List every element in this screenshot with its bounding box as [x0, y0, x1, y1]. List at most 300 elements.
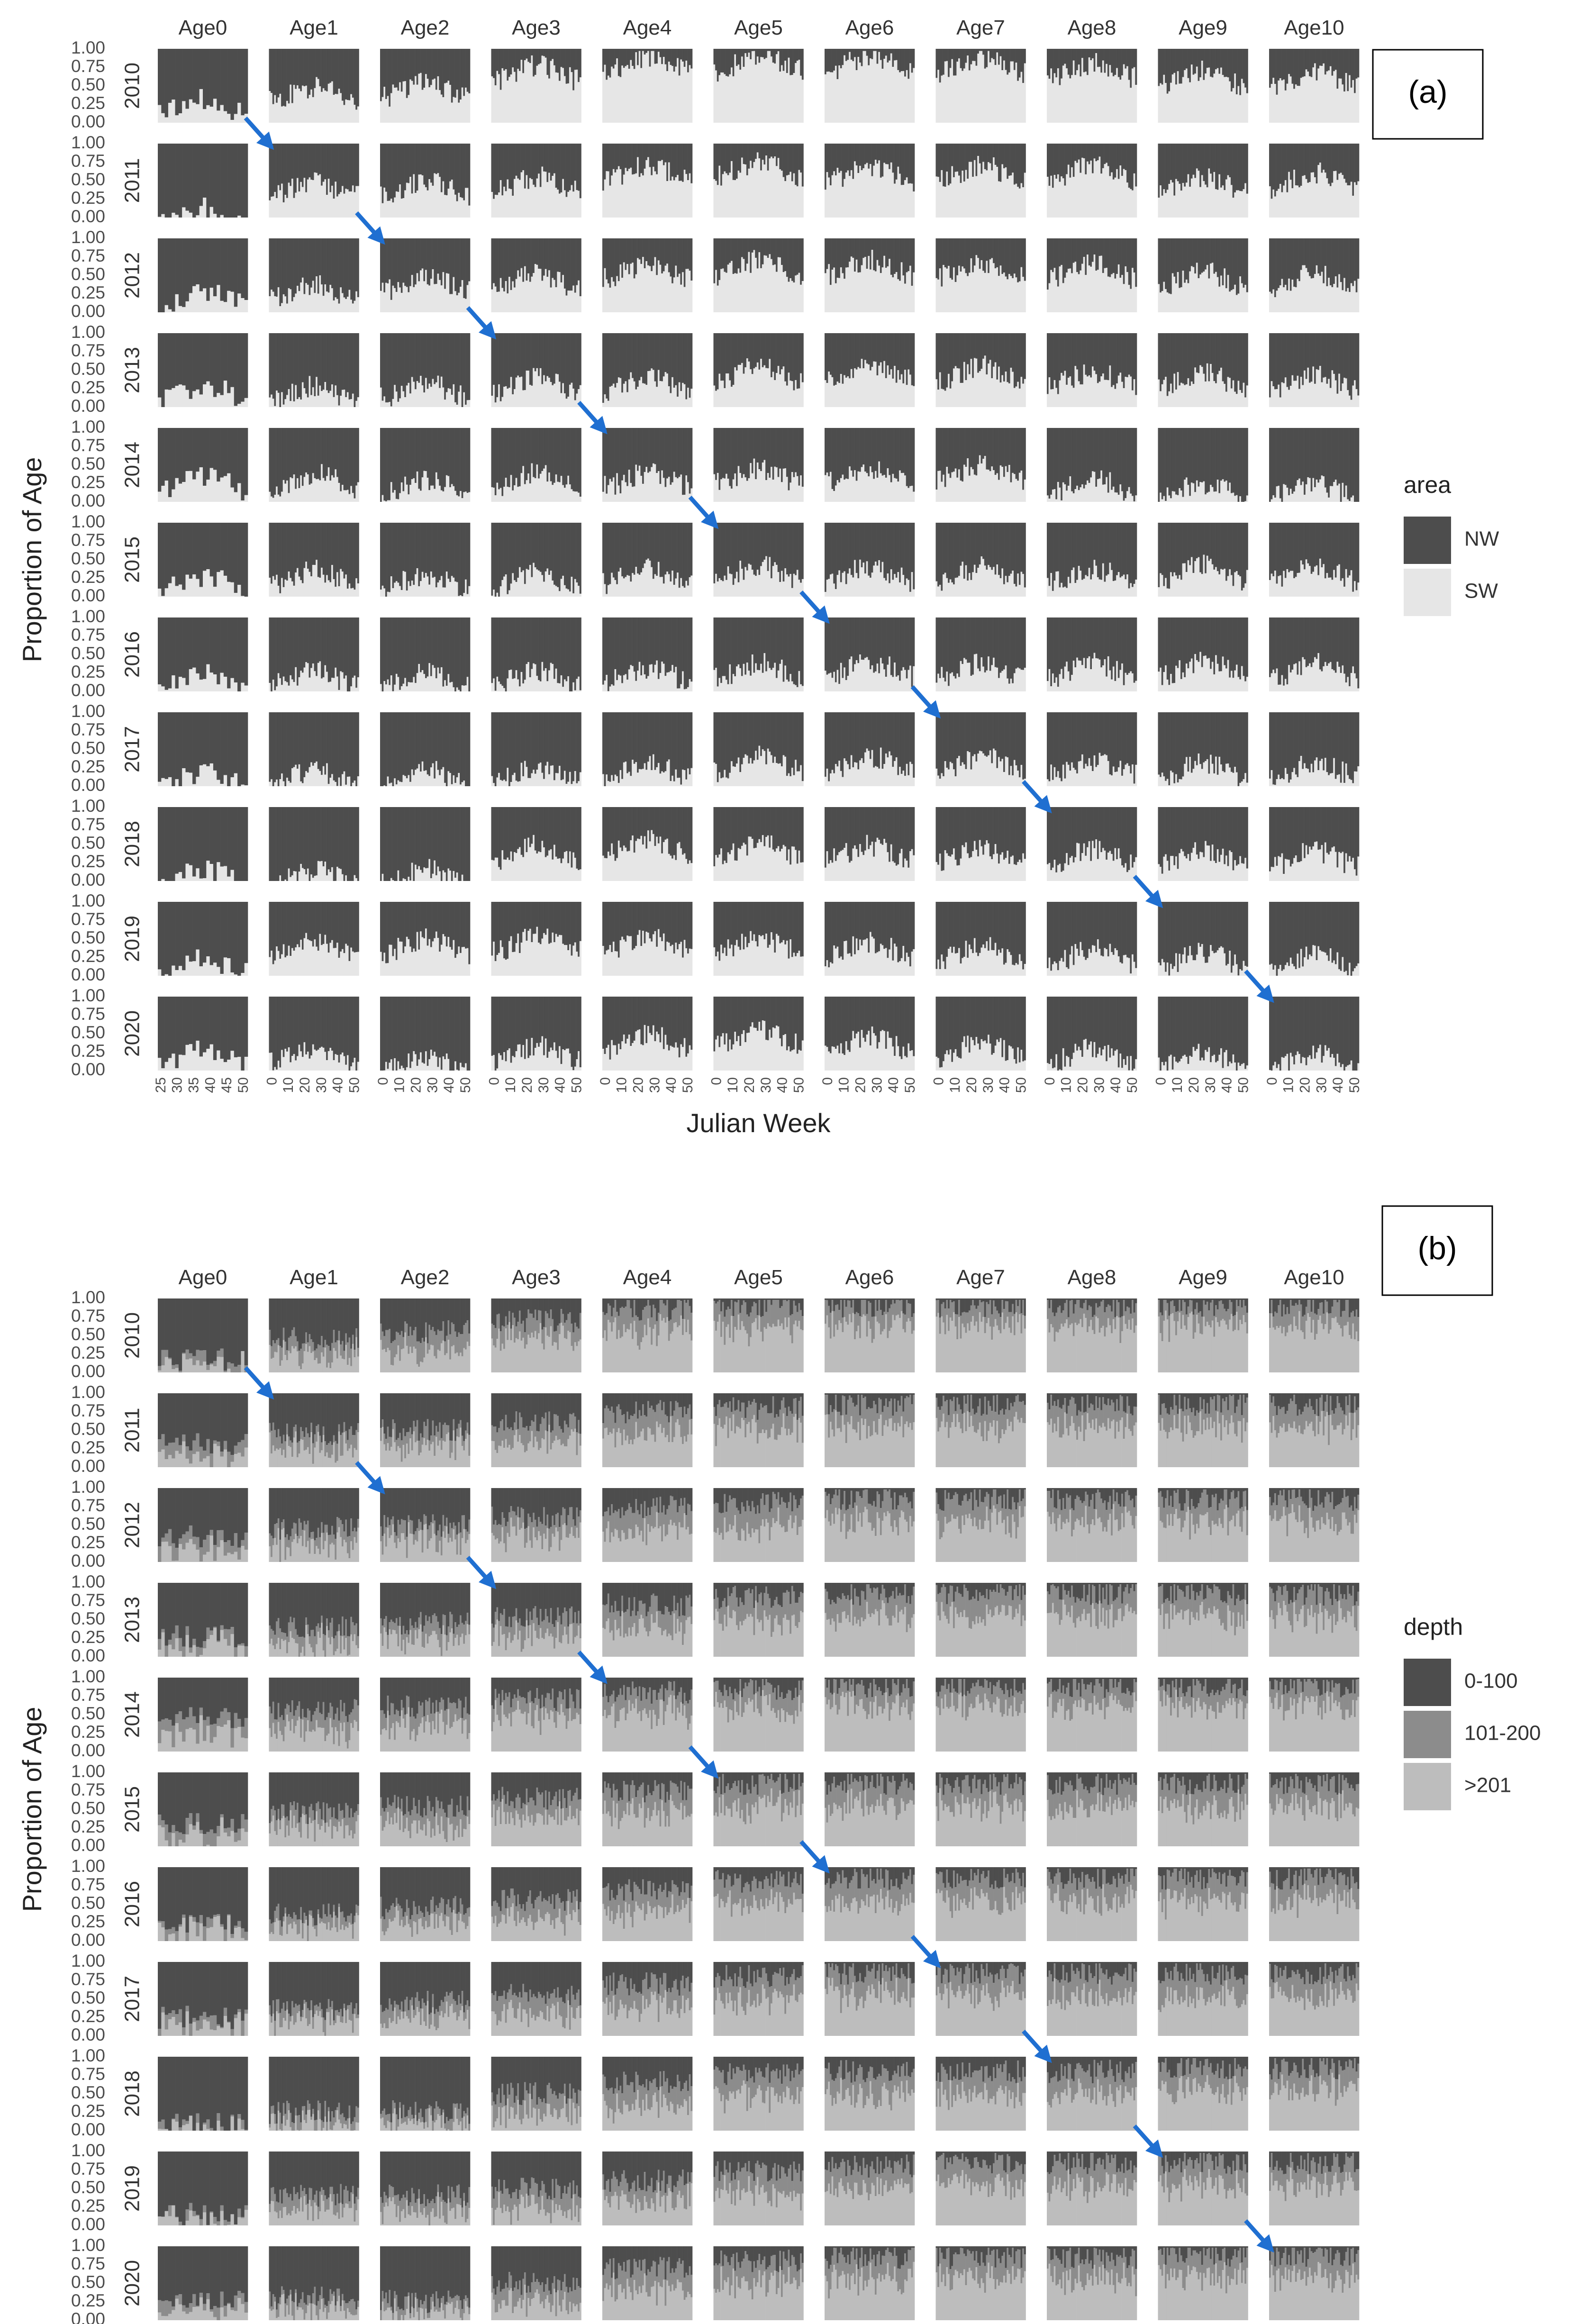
bar-segment-nw: [653, 49, 654, 51]
bar-segment-nw: [1104, 49, 1106, 73]
bar-segment-nw: [307, 144, 309, 180]
bar-segment-nw: [161, 49, 165, 113]
bar-segment-sw: [428, 179, 430, 218]
bar-segment-nw: [908, 49, 909, 79]
bar-segment-sw: [394, 198, 396, 218]
bar-segment-sw: [936, 78, 938, 123]
bar-segment-nw: [1047, 49, 1049, 75]
bar-segment-nw: [404, 144, 406, 190]
bar-segment-sw: [420, 73, 422, 123]
bar-segment-nw: [175, 49, 179, 115]
bar-segment-sw: [189, 100, 193, 123]
bar-segment-sw: [883, 59, 885, 123]
bar-segment-sw: [854, 57, 856, 123]
bar-segment-nw: [541, 144, 543, 167]
bar-segment-sw: [514, 72, 516, 123]
bar-segment-nw: [640, 49, 642, 68]
bar-segment-nw: [630, 49, 632, 60]
bar-segment-nw: [887, 49, 889, 63]
bar-segment-sw: [1001, 70, 1003, 123]
bar-segment-sw: [462, 198, 463, 218]
facet-column-label: Age6: [845, 16, 894, 39]
bar-segment-sw: [498, 192, 500, 218]
bar-segment-sw: [684, 67, 686, 123]
bar-segment-nw: [984, 49, 986, 69]
bar-segment-sw: [453, 190, 454, 218]
bar-segment-nw: [1064, 49, 1066, 64]
bar-segment-nw: [340, 144, 342, 192]
bar-segment-nw: [791, 49, 793, 75]
bar-segment-nw: [1118, 49, 1120, 77]
bar-segment-sw: [399, 82, 401, 123]
bar-segment-nw: [312, 144, 314, 180]
bar-segment-sw: [663, 57, 665, 123]
bar-segment-nw: [1113, 49, 1115, 76]
bar-segment-sw: [784, 61, 786, 123]
y-tick-label: 0.25: [71, 472, 105, 492]
bar-segment-sw: [409, 80, 411, 123]
bar-segment-nw: [666, 49, 668, 71]
bar-segment-nw: [663, 49, 665, 57]
bar-segment-nw: [321, 49, 323, 92]
bar-segment-nw: [290, 49, 291, 85]
bar-segment-nw: [1215, 49, 1217, 69]
bar-segment-nw: [331, 49, 333, 82]
bar-segment-nw: [864, 49, 866, 51]
bar-segment-nw: [1068, 49, 1070, 75]
bar-segment-nw: [510, 144, 512, 189]
bar-segment-nw: [1119, 49, 1121, 80]
bar-segment-nw: [571, 49, 573, 72]
bar-segment-sw: [651, 51, 653, 123]
bar-segment-sw: [227, 114, 231, 123]
bar-segment-nw: [316, 144, 318, 173]
bar-segment-sw: [572, 191, 574, 218]
bar-segment-sw: [1123, 64, 1125, 123]
bar-segment-nw: [401, 49, 403, 91]
bar-segment-nw: [950, 49, 952, 68]
bar-segment-sw: [1076, 70, 1078, 123]
bar-segment-nw: [1109, 49, 1111, 65]
bar-segment-sw: [1097, 67, 1099, 123]
bar-segment-nw: [220, 49, 224, 105]
bar-segment-sw: [665, 64, 667, 123]
bar-segment-nw: [1162, 49, 1163, 84]
bar-segment-nw: [1343, 49, 1345, 91]
bar-segment-sw: [220, 105, 224, 123]
bar-segment-nw: [394, 49, 396, 88]
bar-segment-sw: [269, 200, 271, 218]
bar-segment-sw: [572, 91, 574, 123]
bar-segment-nw: [1300, 49, 1302, 78]
bar-segment-sw: [1078, 64, 1080, 123]
bar-segment-sw: [272, 104, 274, 123]
bar-segment-nw: [1175, 49, 1177, 84]
bar-segment-nw: [432, 144, 434, 186]
bar-segment-nw: [1338, 49, 1340, 79]
bar-segment-nw: [771, 49, 772, 56]
bar-segment-nw: [569, 144, 571, 190]
bar-segment-nw: [974, 49, 976, 61]
bar-segment-sw: [772, 63, 774, 123]
bar-segment-nw: [1123, 49, 1125, 64]
bar-segment-nw: [1016, 49, 1017, 63]
bar-segment-nw: [172, 144, 175, 213]
bar-segment-nw: [329, 144, 331, 192]
bar-segment-sw: [1189, 82, 1191, 123]
bar-segment-sw: [609, 186, 611, 218]
y-tick-label: 0.75: [71, 56, 105, 76]
bar-segment-sw: [521, 60, 523, 123]
bar-segment-sw: [793, 73, 795, 123]
bar-segment-sw: [1338, 79, 1340, 123]
bar-segment-sw: [571, 185, 573, 218]
bar-segment-nw: [880, 49, 882, 60]
bar-segment-nw: [1317, 49, 1319, 69]
bar-segment-sw: [1109, 65, 1111, 123]
bar-segment-sw: [1008, 73, 1010, 123]
bar-segment-nw: [453, 144, 454, 190]
bar-segment-sw: [185, 211, 189, 218]
bar-segment-nw: [1167, 49, 1169, 94]
bar-segment-nw: [574, 49, 576, 70]
bar-segment-sw: [510, 74, 512, 123]
bar-segment-sw: [519, 71, 521, 123]
bar-segment-nw: [398, 144, 399, 192]
bar-segment-sw: [1016, 63, 1017, 123]
bar-segment-sw: [300, 182, 302, 218]
bar-segment-nw: [1280, 49, 1281, 78]
facet-cell: [491, 49, 581, 123]
bar-segment-nw: [185, 49, 189, 109]
bar-segment-sw: [1220, 68, 1222, 123]
facet-row-label: 2012: [121, 252, 144, 299]
bar-segment-nw: [312, 49, 314, 97]
bar-segment-nw: [618, 49, 620, 76]
bar-segment-nw: [613, 49, 615, 69]
bar-segment-nw: [567, 49, 569, 83]
bar-segment-nw: [1092, 49, 1094, 58]
bar-segment-nw: [1106, 49, 1107, 64]
bar-segment-nw: [882, 49, 884, 69]
bar-segment-sw: [835, 66, 837, 123]
bar-segment-sw: [873, 51, 875, 123]
bar-segment-sw: [297, 178, 299, 218]
bar-segment-nw: [458, 144, 460, 193]
bar-segment-sw: [213, 99, 217, 123]
bar-segment-sw: [1271, 84, 1273, 123]
bar-segment-sw: [314, 172, 316, 218]
bar-segment-nw: [1351, 49, 1352, 88]
bar-segment-nw: [323, 144, 325, 182]
bar-segment-sw: [1135, 85, 1137, 123]
bar-segment-nw: [345, 144, 347, 189]
bar-segment-nw: [550, 49, 552, 61]
bar-segment-nw: [562, 49, 564, 68]
bar-segment-sw: [422, 175, 424, 218]
bar-segment-sw: [615, 172, 617, 218]
bar-segment-sw: [1351, 88, 1352, 123]
bar-segment-sw: [621, 65, 623, 123]
bar-segment-sw: [310, 90, 312, 123]
bar-segment-sw: [1272, 78, 1274, 123]
bar-segment-nw: [837, 49, 839, 79]
bar-segment-nw: [976, 49, 978, 66]
y-tick-label: 0.25: [71, 283, 105, 302]
bar-segment-sw: [623, 68, 625, 123]
bar-segment-nw: [409, 144, 411, 177]
bar-segment-sw: [300, 91, 302, 123]
bar-segment-nw: [1203, 49, 1205, 80]
bar-segment-sw: [1312, 67, 1314, 123]
bar-segment-nw: [286, 49, 288, 101]
bar-segment-sw: [500, 180, 502, 218]
bar-segment-nw: [1309, 49, 1311, 76]
bar-segment-sw: [670, 65, 672, 123]
bar-segment-sw: [387, 201, 389, 218]
bar-segment-sw: [175, 115, 179, 123]
bar-segment-sw: [344, 194, 345, 218]
bar-segment-sw: [1102, 61, 1104, 123]
bar-segment-nw: [611, 49, 613, 67]
bar-segment-nw: [645, 49, 647, 53]
bar-segment-nw: [717, 49, 719, 82]
bar-segment-sw: [849, 52, 851, 123]
bar-segment-nw: [991, 49, 993, 58]
bar-segment-nw: [357, 144, 359, 186]
bar-segment-sw: [319, 86, 321, 123]
bar-segment-nw: [1225, 49, 1227, 77]
facet-cell: [158, 49, 248, 123]
bar-segment-nw: [1050, 49, 1052, 68]
bar-segment-nw: [1062, 49, 1064, 65]
bar-segment-nw: [314, 144, 316, 172]
bar-segment-sw: [856, 70, 858, 123]
bar-segment-sw: [295, 89, 297, 123]
bar-segment-sw: [1317, 69, 1319, 123]
bar-segment-sw: [1066, 68, 1068, 123]
bar-segment-nw: [574, 144, 576, 181]
bar-segment-sw: [1062, 65, 1064, 123]
bar-segment-sw: [752, 51, 753, 123]
bar-segment-nw: [505, 49, 507, 69]
bar-segment-nw: [1333, 49, 1335, 71]
bar-segment-sw: [514, 179, 516, 218]
bar-segment-nw: [909, 49, 911, 63]
bar-segment-nw: [626, 144, 628, 171]
bar-segment-sw: [535, 187, 536, 218]
bar-segment-nw: [1054, 49, 1056, 73]
bar-segment-sw: [1182, 77, 1184, 123]
bar-segment-nw: [527, 144, 529, 189]
bar-segment-sw: [889, 61, 890, 123]
bar-segment-sw: [632, 66, 634, 123]
bar-segment-nw: [203, 49, 207, 109]
bar-segment-sw: [425, 187, 427, 218]
bar-segment-nw: [825, 49, 826, 74]
bar-segment-nw: [272, 144, 274, 196]
bar-segment-sw: [436, 90, 437, 123]
bar-segment-nw: [602, 144, 604, 191]
bar-segment-sw: [1285, 91, 1287, 123]
bar-segment-nw: [559, 49, 561, 81]
bar-segment-sw: [392, 202, 394, 218]
bar-segment-nw: [541, 49, 543, 55]
bar-segment-sw: [554, 173, 555, 218]
bar-segment-nw: [291, 49, 293, 103]
bar-segment-sw: [677, 58, 679, 123]
bar-segment-nw: [1126, 49, 1128, 66]
bar-segment-sw: [623, 174, 625, 218]
bar-segment-nw: [432, 49, 434, 80]
bar-segment-sw: [953, 75, 955, 123]
bar-segment-sw: [937, 70, 939, 123]
bar-segment-nw: [722, 49, 724, 73]
bar-segment-nw: [217, 49, 220, 110]
bar-segment-sw: [310, 180, 312, 218]
bar-segment-sw: [200, 206, 203, 218]
bar-segment-sw: [753, 51, 755, 123]
bar-segment-nw: [439, 49, 441, 90]
bar-segment-sw: [304, 178, 306, 218]
bar-segment-nw: [326, 144, 328, 195]
bar-segment-sw: [847, 60, 849, 123]
y-tick-label: 0.50: [71, 170, 105, 189]
bar-segment-sw: [760, 57, 762, 123]
bar-segment-nw: [302, 49, 304, 86]
bar-segment-nw: [948, 49, 950, 77]
bar-segment-sw: [439, 90, 441, 123]
bar-segment-sw: [630, 60, 632, 123]
bar-segment-nw: [241, 49, 245, 115]
bar-segment-sw: [901, 71, 903, 123]
y-tick-label: 0.25: [71, 93, 105, 113]
bar-segment-nw: [736, 49, 738, 66]
bar-segment-nw: [336, 144, 338, 197]
bar-segment-sw: [495, 85, 497, 123]
bar-segment-sw: [609, 78, 611, 123]
bar-segment-nw: [778, 49, 780, 51]
bar-segment-nw: [1191, 49, 1193, 64]
bar-segment-nw: [993, 49, 995, 59]
bar-segment-nw: [310, 144, 312, 180]
bar-segment-nw: [271, 144, 272, 197]
bar-segment-nw: [382, 144, 384, 203]
bar-segment-nw: [415, 49, 417, 76]
bar-segment-nw: [1000, 49, 1002, 56]
bar-segment-sw: [382, 97, 384, 123]
bar-segment-sw: [1356, 79, 1358, 123]
bar-segment-nw: [1229, 49, 1231, 82]
bar-segment-sw: [276, 103, 278, 123]
bar-segment-sw: [443, 97, 445, 123]
bar-segment-nw: [1177, 49, 1179, 71]
bar-segment-nw: [441, 144, 443, 192]
bar-segment-sw: [786, 73, 788, 123]
bar-segment-sw: [333, 95, 335, 123]
bar-segment-nw: [1325, 49, 1326, 74]
bar-segment-nw: [866, 49, 868, 56]
bar-segment-nw: [672, 49, 673, 66]
bar-segment-sw: [904, 76, 906, 123]
bar-segment-nw: [1121, 49, 1123, 75]
bar-segment-nw: [1014, 49, 1016, 70]
bar-segment-nw: [451, 144, 453, 180]
bar-segment-sw: [875, 51, 877, 123]
bar-segment-nw: [1234, 49, 1236, 73]
bar-segment-sw: [1128, 80, 1130, 123]
bar-segment-sw: [192, 103, 196, 123]
bar-segment-sw: [1024, 64, 1026, 123]
bar-segment-sw: [444, 195, 446, 218]
bar-segment-sw: [1314, 63, 1316, 123]
bar-segment-sw: [1019, 78, 1021, 123]
bar-segment-nw: [1076, 49, 1078, 70]
bar-segment-nw: [892, 49, 894, 67]
bar-segment-nw: [1158, 49, 1160, 86]
bar-segment-sw: [182, 207, 186, 218]
bar-segment-sw: [220, 215, 224, 218]
bar-segment-sw: [271, 93, 272, 123]
bar-segment-sw: [546, 182, 548, 218]
bar-segment-nw: [1278, 49, 1280, 81]
bar-segment-nw: [679, 49, 681, 75]
facet-column-label: Age9: [1179, 16, 1227, 39]
bar-segment-sw: [1094, 72, 1096, 123]
bar-segment-nw: [344, 144, 345, 194]
bar-segment-sw: [750, 59, 752, 123]
bar-segment-sw: [283, 106, 285, 123]
bar-segment-nw: [572, 144, 574, 191]
bar-segment-sw: [899, 73, 901, 123]
bar-segment-nw: [467, 49, 469, 92]
bar-segment-sw: [283, 202, 285, 218]
bar-segment-sw: [618, 76, 620, 123]
bar-segment-nw: [567, 144, 569, 192]
bar-segment-nw: [838, 49, 840, 65]
bar-segment-nw: [685, 49, 687, 61]
bar-segment-nw: [278, 49, 280, 98]
bar-segment-nw: [1332, 49, 1334, 76]
bar-segment-nw: [206, 144, 210, 218]
bar-segment-sw: [467, 92, 469, 123]
bar-segment-nw: [324, 144, 326, 179]
bar-segment-sw: [1298, 86, 1300, 123]
bar-segment-sw: [828, 72, 830, 123]
bar-segment-sw: [401, 199, 403, 218]
bar-segment-nw: [428, 144, 430, 179]
bar-segment-nw: [621, 144, 623, 185]
bar-segment-sw: [1061, 79, 1062, 123]
bar-segment-sw: [729, 74, 731, 123]
bar-segment-nw: [279, 144, 281, 190]
bar-segment-sw: [857, 57, 859, 123]
bar-segment-sw: [441, 95, 443, 123]
bar-segment-sw: [1302, 77, 1304, 123]
bar-segment-sw: [769, 51, 771, 123]
bar-segment-nw: [278, 144, 280, 185]
bar-segment-sw: [746, 57, 748, 123]
bar-segment-nw: [449, 144, 451, 182]
bar-segment-sw: [988, 51, 989, 123]
bar-segment-sw: [505, 69, 507, 123]
bar-segment-sw: [290, 85, 291, 123]
bar-segment-nw: [781, 49, 783, 65]
bar-segment-sw: [548, 79, 550, 123]
bar-segment-sw: [1337, 89, 1339, 123]
bar-segment-nw: [411, 49, 413, 81]
bar-segment-sw: [1188, 78, 1189, 123]
